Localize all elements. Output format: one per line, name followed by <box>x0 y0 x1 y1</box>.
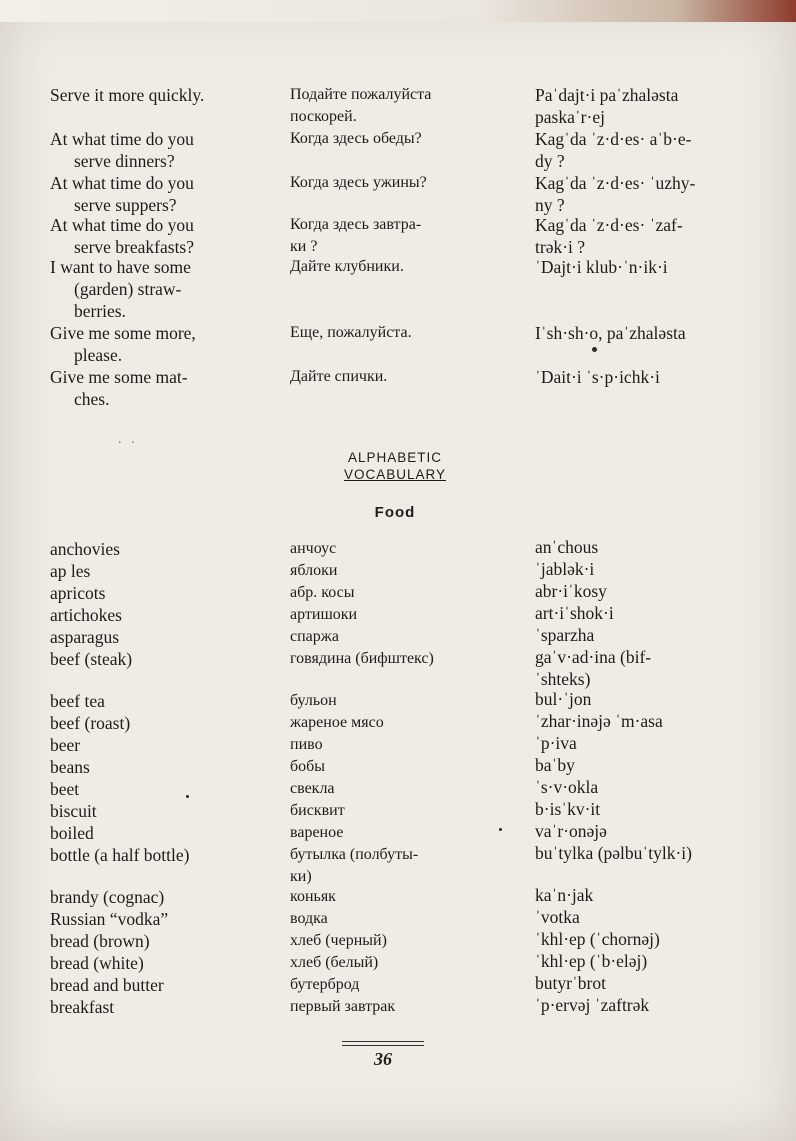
vocab-en: beef tea <box>50 691 105 711</box>
vocab-tr: ˈp·iva <box>535 733 577 753</box>
vocab-ru: первый завтрак <box>290 998 396 1015</box>
vocab-en: artichokes <box>50 605 122 625</box>
phrase-ru: Когда здесь завтра- ки ? <box>290 216 422 255</box>
heading-line1: ALPHABETIC <box>347 450 443 465</box>
vocab-tr: anˈchous <box>535 537 599 557</box>
vocab-en: beans <box>50 757 90 777</box>
vocab-tr: ˈjablək·i <box>535 559 595 579</box>
vocab-tr: art·iˈshok·i <box>535 603 614 623</box>
vocab-en: apricots <box>50 583 106 603</box>
vocab-ru: вареное <box>290 824 344 841</box>
phrase-tr: ˈDajt·i klub·ˈn·ik·i <box>535 257 668 277</box>
vocab-en: biscuit <box>50 801 97 821</box>
phrase-ru: Дайте спички. <box>290 368 388 385</box>
page-number: 36 <box>374 1049 392 1069</box>
phrase-ru: Дайте клубники. <box>290 258 404 275</box>
vocab-en: Russian “vodka” <box>50 909 169 929</box>
footer-rule-top <box>342 1041 424 1042</box>
vocab-ru: жареное мясо <box>290 714 384 731</box>
phrase-tr: Kagˈda ˈz·d·es· ˈzaf- trək·i ? <box>535 215 683 257</box>
vocab-tr: ˈsparzha <box>535 625 595 645</box>
vocab-ru: артишоки <box>290 606 358 623</box>
phrase-ru: Еще, пожалуйста. <box>290 324 412 341</box>
vocab-en: asparagus <box>50 627 120 647</box>
vocab-en: bottle (a half bottle) <box>50 845 190 865</box>
vocab-en: boiled <box>50 823 94 843</box>
vocab-tr: vaˈr·onəjə <box>535 821 607 841</box>
phrase-tr: Kagˈda ˈz·d·es· aˈb·e- dy ? <box>535 129 692 171</box>
phrase-en: At what time do you serve dinners? <box>50 129 194 171</box>
vocab-ru: бисквит <box>290 802 345 819</box>
vocab-tr: ˈkhl·ep (ˈb·eləj) <box>535 951 648 971</box>
phrase-tr: Iˈsh·sh·o, paˈzhaləsta <box>535 323 686 343</box>
phrase-en: Serve it more quickly. <box>50 85 205 105</box>
phrase-ru: Когда здесь обеды? <box>290 130 422 147</box>
vocab-ru: пиво <box>290 736 323 753</box>
vocab-en: brandy (cognac) <box>50 887 165 907</box>
vocab-tr: gaˈv·ad·ina (bif- ˈshteks) <box>535 647 652 689</box>
vocab-en: bread (white) <box>50 953 144 973</box>
vocab-tr: bul·ˈjon <box>535 689 592 709</box>
vocab-ru: говядина (бифштекс) <box>290 650 434 667</box>
vocab-ru: бобы <box>290 758 326 775</box>
vocab-ru: хлеб (белый) <box>290 954 379 971</box>
vocab-tr: ˈkhl·ep (ˈchornəj) <box>535 929 660 949</box>
vocab-ru: спаржа <box>290 628 339 645</box>
phrase-tr: Paˈdajt·i paˈzhaləsta paskaˈr·ej <box>535 85 679 127</box>
footer-rule-bottom <box>342 1045 424 1046</box>
phrase-en: Give me some mat- ches. <box>50 367 188 409</box>
vocab-tr: ˈp·ervəj ˈzaftrək <box>535 995 650 1015</box>
vocab-ru: свекла <box>290 780 335 797</box>
ink-dot <box>186 795 189 798</box>
vocab-tr: butyrˈbrot <box>535 973 606 993</box>
vocab-en: beet <box>50 779 80 799</box>
vocab-ru: бульон <box>290 692 337 709</box>
food-subheading: Food <box>374 504 416 521</box>
vocab-ru: водка <box>290 910 328 927</box>
stray-dots: . . <box>118 432 138 447</box>
vocab-ru: абр. косы <box>290 584 355 601</box>
vocab-en: anchovies <box>50 539 120 559</box>
vocab-tr: baˈby <box>535 755 575 775</box>
vocab-en: bread (brown) <box>50 931 150 951</box>
vocab-ru: яблоки <box>290 562 338 579</box>
vocab-tr: ˈs·v·okla <box>535 777 599 797</box>
section-heading <box>290 449 500 483</box>
vocab-tr: abr·iˈkosy <box>535 581 607 601</box>
phrase-tr: Kagˈda ˈz·d·es· ˈuzhy- ny ? <box>535 173 696 215</box>
vocab-en: beer <box>50 735 81 755</box>
phrase-en: At what time do you serve breakfasts? <box>50 215 195 257</box>
vocab-en: ap les <box>50 561 91 581</box>
phrase-tr: ˈDait·i ˈs·p·ichk·i <box>535 367 660 387</box>
phrase-en: At what time do you serve suppers? <box>50 173 194 215</box>
page-top-edge <box>0 0 796 22</box>
vocab-en: beef (roast) <box>50 713 131 733</box>
vocab-ru: хлеб (черный) <box>290 932 387 949</box>
phrase-en: I want to have some (garden) straw- berries. <box>50 257 191 321</box>
vocab-tr: buˈtylka (pəlbuˈtylk·i) <box>535 843 692 863</box>
vocab-en: beef (steak) <box>50 649 133 669</box>
phrase-ru: Подайте пожалуйста поскорей. <box>290 86 432 125</box>
phrase-ru: Когда здесь ужины? <box>290 174 427 191</box>
heading-line2: VOCABULARY <box>343 467 447 482</box>
vocab-tr: ˈvotka <box>535 907 580 927</box>
vocab-ru: коньяк <box>290 888 336 905</box>
vocab-tr: b·isˈkv·it <box>535 799 601 819</box>
vocab-ru: бутерброд <box>290 976 360 993</box>
ink-dot <box>592 347 597 352</box>
vocab-en: breakfast <box>50 997 115 1017</box>
vocab-tr: ˈzhar·inəjə ˈm·asa <box>535 711 663 731</box>
ink-dot <box>499 828 502 831</box>
vocab-ru: анчоус <box>290 540 337 557</box>
vocab-tr: kaˈn·jak <box>535 885 594 905</box>
vocab-ru: бутылка (полбуты- ки) <box>290 846 419 885</box>
vocab-en: bread and butter <box>50 975 164 995</box>
phrase-en: Give me some more, please. <box>50 323 196 365</box>
